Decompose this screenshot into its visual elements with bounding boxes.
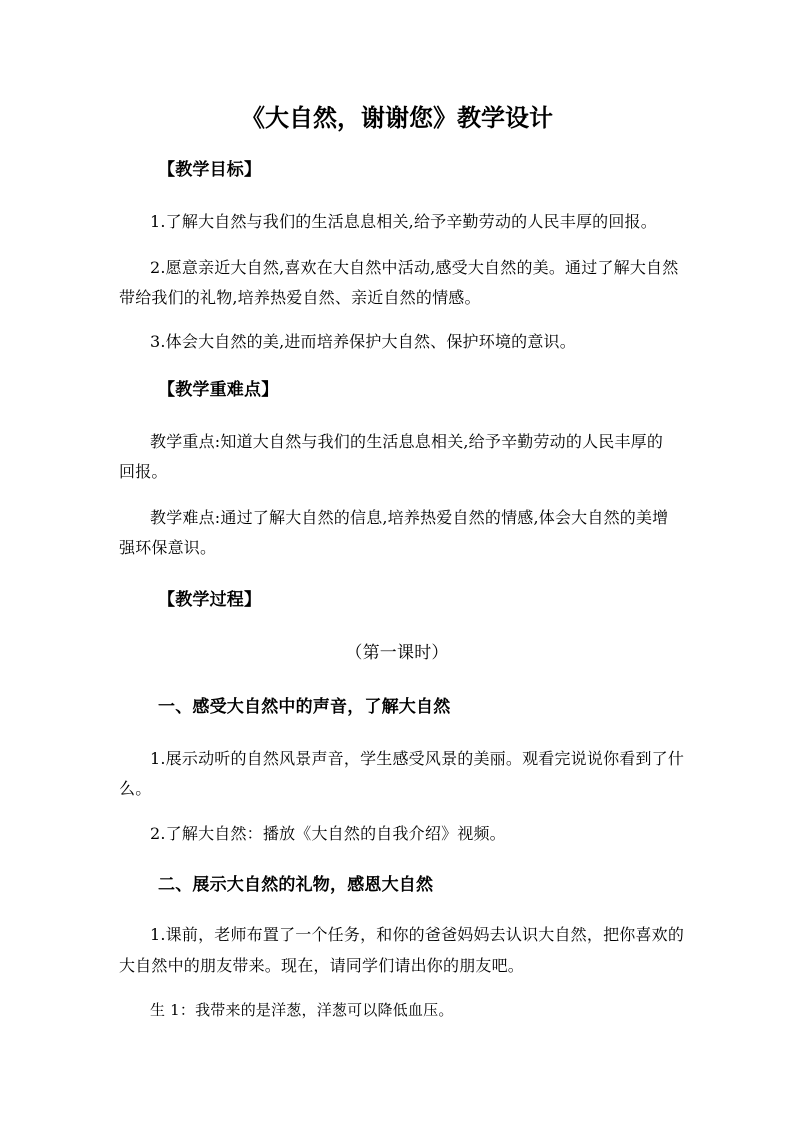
section-1-item-2: 2.了解大自然：播放《大自然的自我介绍》视频。: [150, 824, 506, 843]
section-1-heading: 一、感受大自然中的声音，了解大自然: [158, 697, 451, 717]
section-1-item-1-line-1: 1.展示动听的自然风景声音，学生感受风景的美丽。观看完说说你看到了什: [150, 749, 685, 768]
page-title: 《大自然，谢谢您》教学设计: [241, 104, 553, 132]
section-2-item-1-line-2: 大自然中的朋友带来。现在，请同学们请出你的朋友吧。: [119, 956, 525, 975]
student-1-answer: 生 1：我带来的是洋葱，洋葱可以降低血压。: [150, 1001, 454, 1019]
section-2-item-1-line-1: 1.课前，老师布置了一个任务，和你的爸爸妈妈去认识大自然，把你喜欢的: [150, 925, 685, 944]
difficulty-line-2: 强环保意识。: [119, 538, 217, 557]
keypoints-heading: 【教学重难点】: [158, 380, 279, 400]
difficulty-line-1: 教学难点:通过了解大自然的信息,培养热爱自然的情感,体会大自然的美增: [150, 508, 669, 527]
objective-item-1: 1.了解大自然与我们的生活息息相关,给予辛勤劳动的人民丰厚的回报。: [150, 212, 657, 231]
process-heading: 【教学过程】: [158, 590, 262, 610]
section-2-heading: 二、展示大自然的礼物，感恩大自然: [158, 875, 434, 895]
lesson-label: （第一课时）: [345, 643, 449, 663]
objective-item-2-line-1: 2.愿意亲近大自然,喜欢在大自然中活动,感受大自然的美。通过了解大自然: [150, 258, 679, 277]
objective-item-3: 3.体会大自然的美,进而培养保护大自然、保护环境的意识。: [150, 332, 576, 351]
key-point-line-1: 教学重点:知道大自然与我们的生活息息相关,给予辛勤劳动的人民丰厚的: [150, 432, 664, 451]
key-point-line-2: 回报。: [119, 462, 168, 481]
objectives-heading: 【教学目标】: [158, 160, 262, 180]
objective-item-2-line-2: 带给我们的礼物,培养热爱自然、亲近自然的情感。: [119, 288, 481, 307]
section-1-item-1-line-2: 么。: [119, 779, 152, 798]
